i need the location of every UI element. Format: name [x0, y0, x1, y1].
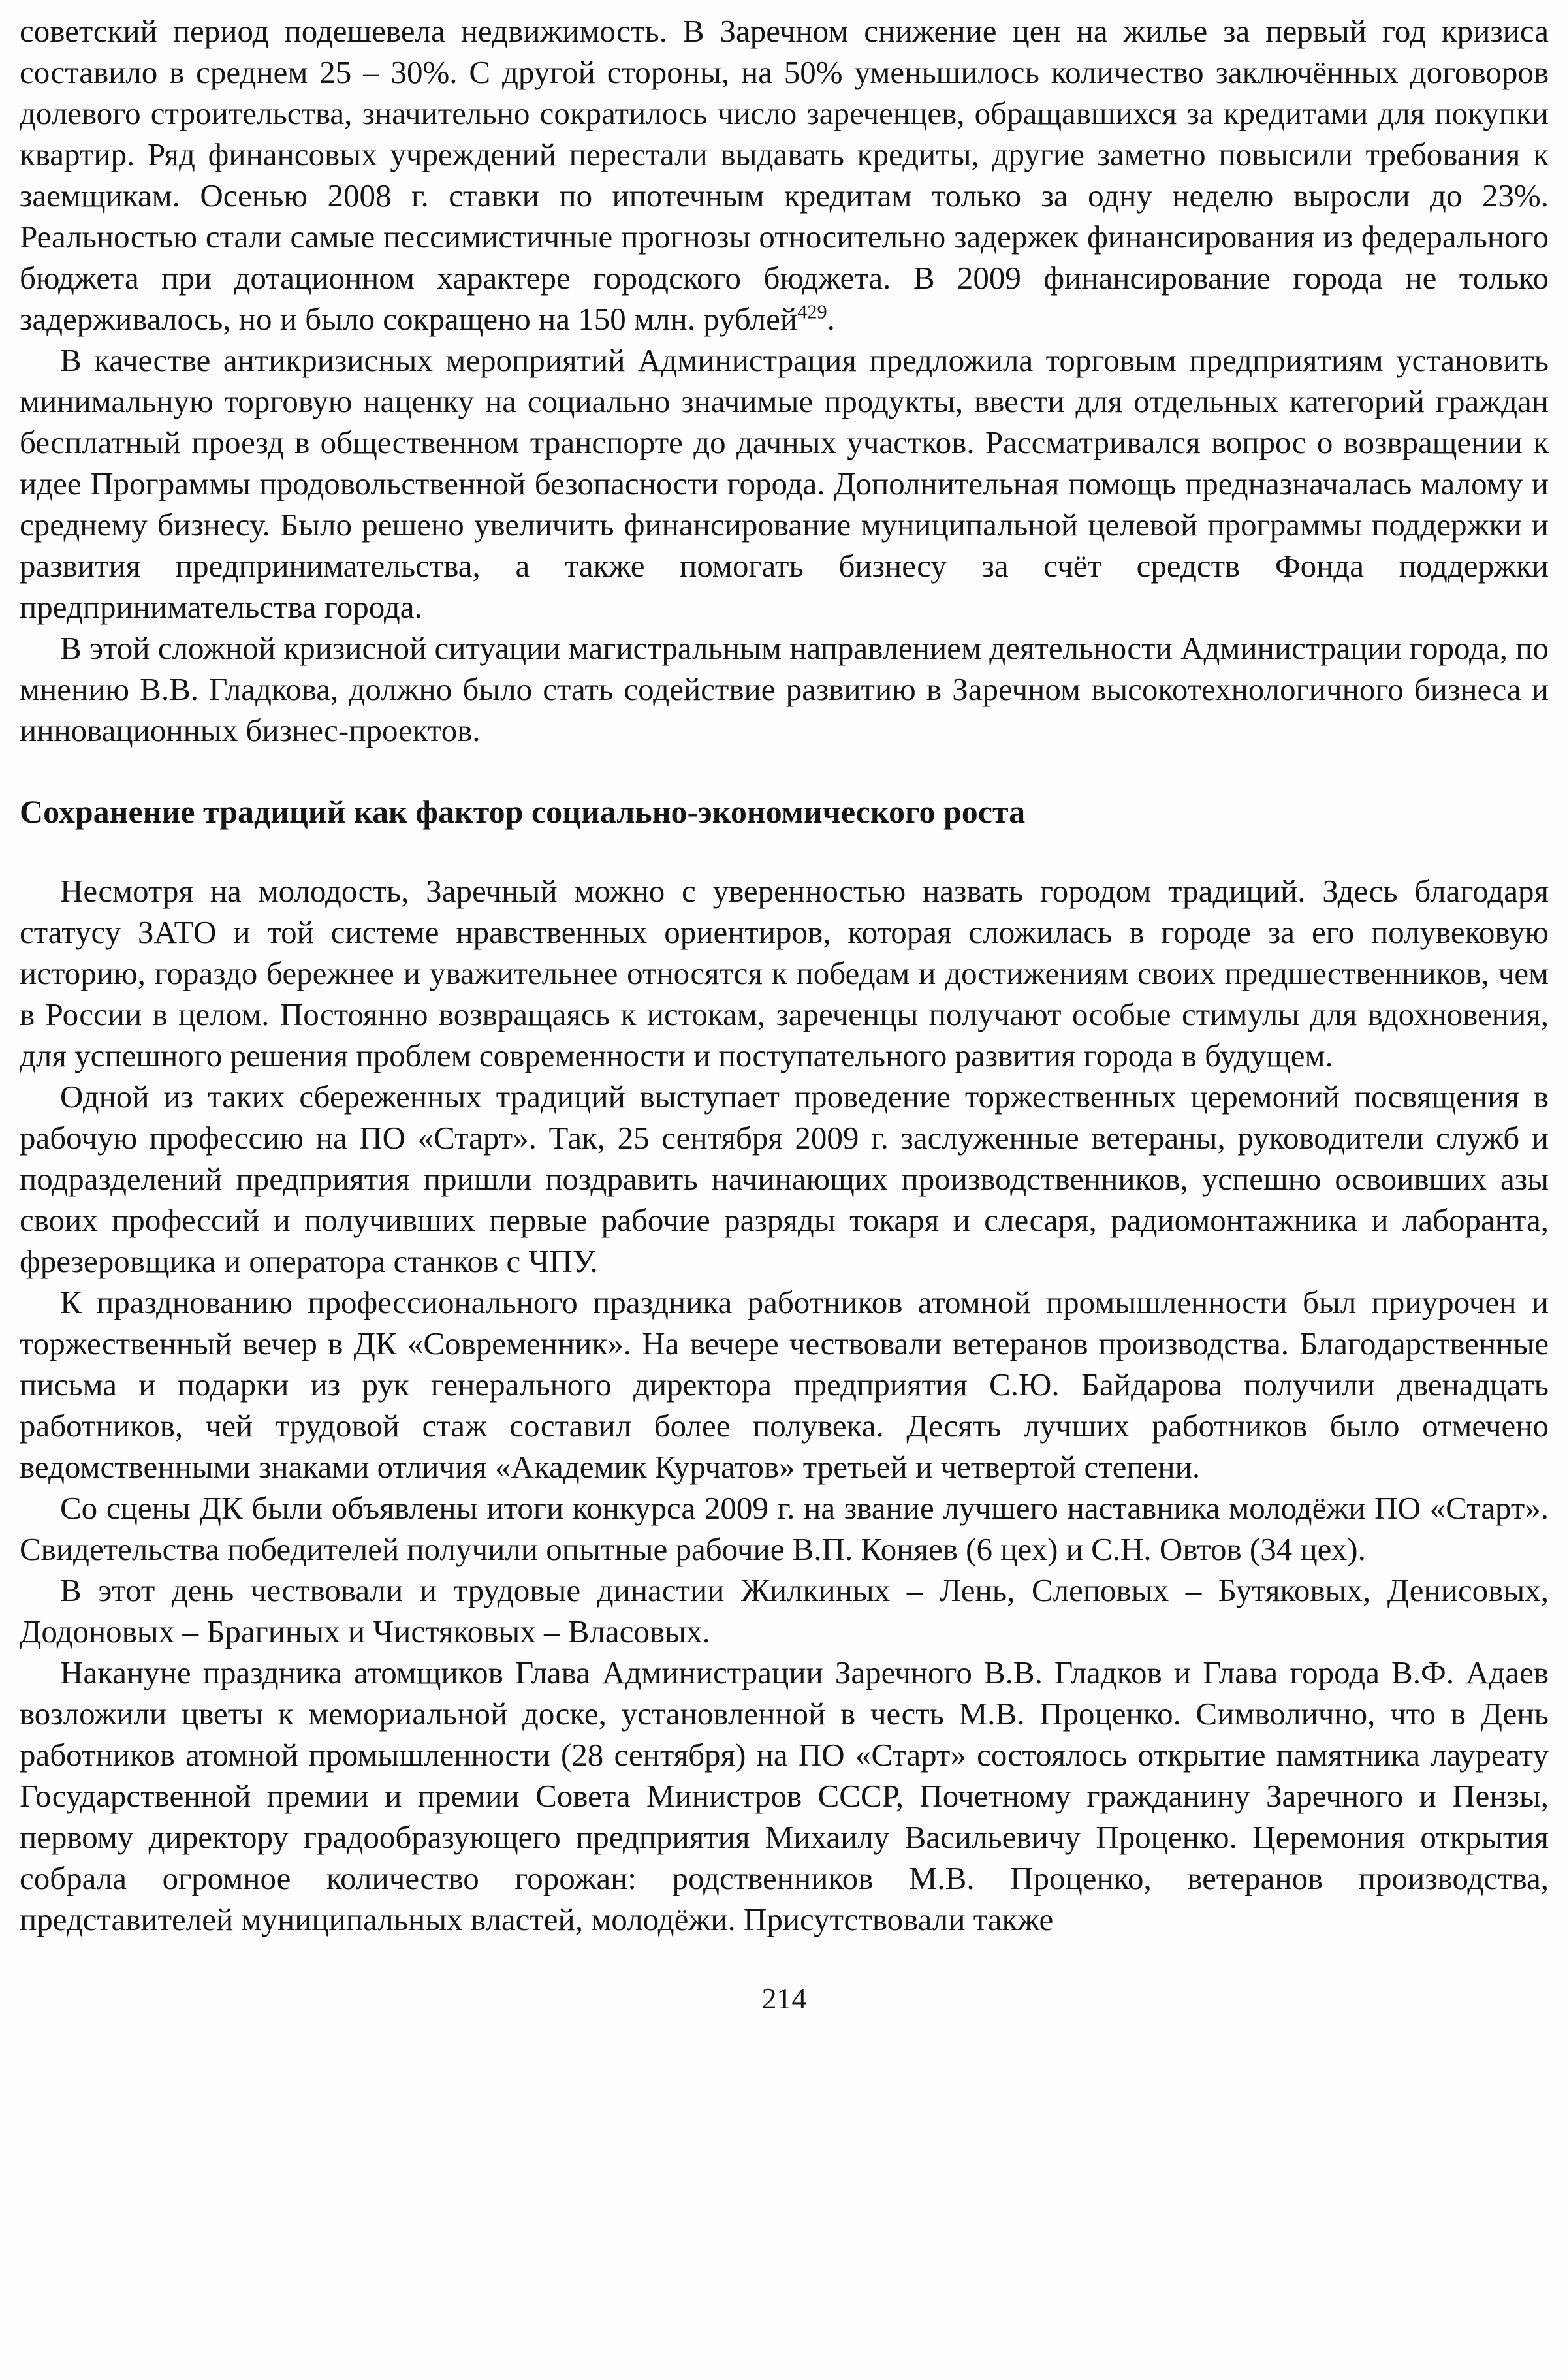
paragraph-9: Накануне праздника атомщиков Глава Администрации Заречного В.В. Гладков и Глава города В.Ф. Адаев возложили цветы к мемориальной доске, установленной в честь М.В. Проценко. Символично, что в День работников атомной промышленности (28 сентября) на ПО «Старт» состоялось открытие памятника лауреату Государственной премии и премии Совета Министров СССР, Почетному гражданину Заречного и Пензы, первому директору градообразующего предприятия Михаилу Васильевичу Проценко. Церемония открытия собрала огромное количество горожан: родственников М.В. Проценко, ветеранов производства, представителей муниципальных властей, молодёжи. Присутствовали также	[20, 1655, 1549, 1937]
paragraph-1-tail: .	[827, 301, 835, 337]
paragraph-1-text: советский период подешевела недвижимость. В Заречном снижение цен на жилье за первый год кризиса составило в среднем 25 – 30%. С другой стороны, на 50% уменьшилось количество заключённых договоров долевого строительства, значительно сократилось число зареченцев, обращавшихся за кредитами для покупки квартир. Ряд финансовых учреждений перестали выдавать кредиты, другие заметно повысили требования к заемщикам. Осенью 2008 г. ставки по ипотечным кредитам только за одну неделю выросли до 23%. Реальностью стали самые пессимистичные прогнозы относительно задержек финансирования из федерального бюджета при дотационном характере городского бюджета. В 2009 финансирование города не только задерживалось, но и было сокращено на 150 млн. рублей	[20, 13, 1549, 337]
paragraph-7: Со сцены ДК были объявлены итоги конкурса 2009 г. на звание лучшего наставника молодёжи ПО «Старт». Свидетельства победителей получили опытные рабочие В.П. Коняев (6 цех) и С.Н. Овтов (34 цех).	[20, 1490, 1549, 1567]
section-heading: Сохранение традиций как фактор социально-экономического роста	[20, 793, 1026, 830]
paragraph-5: Одной из таких сбереженных традиций выступает проведение торжественных церемоний посвящения в рабочую профессию на ПО «Старт». Так, 25 сентября 2009 г. заслуженные ветераны, руководители служб и подразделений предприятия пришли поздравить начинающих производственников, успешно освоивших азы своих профессий и получивших первые рабочие разряды токаря и слесаря, радиомонтажника и лаборанта, фрезеровщика и оператора станков с ЧПУ.	[20, 1079, 1549, 1279]
paragraph-3: В этой сложной кризисной ситуации магистральным направлением деятельности Администрации города, по мнению В.В. Гладкова, должно было стать содействие развитию в Заречном высокотехнологичного бизнеса и инновационных бизнес-проектов.	[20, 630, 1549, 748]
paragraph-6: К празднованию профессионального праздника работников атомной промышленности был приурочен и торжественный вечер в ДК «Современник». На вечере чествовали ветеранов производства. Благодарственные письма и подарки из рук генерального директора предприятия С.Ю. Байдарова получили двенадцать работников, чей трудовой стаж составил более полувека. Десять лучших работников было отмечено ведомственными знаками отличия «Академик Курчатов» третьей и четвертой степени.	[20, 1284, 1549, 1485]
footnote-reference-429: 429	[797, 300, 827, 323]
paragraph-8: В этот день чествовали и трудовые династии Жилкиных – Лень, Слеповых – Бутяковых, Денисовых, Додоновых – Брагиных и Чистяковых – Власовых.	[20, 1572, 1549, 1649]
paragraph-2: В качестве антикризисных мероприятий Администрация предложила торговым предприятиям установить минимальную торговую наценку на социально значимые продукты, ввести для отдельных категорий граждан бесплатный проезд в общественном транспорте до дачных участков. Рассматривался вопрос о возвращении к идее Программы продовольственной безопасности города. Дополнительная помощь предназначалась малому и среднему бизнесу. Было решено увеличить финансирование муниципальной целевой программы поддержки и развития предпринимательства, а также помогать бизнесу за счёт средств Фонда поддержки предпринимательства города.	[20, 342, 1549, 625]
page-number: 214	[761, 1982, 807, 2015]
paragraph-4: Несмотря на молодость, Заречный можно с уверенностью назвать городом традиций. Здесь благодаря статусу ЗАТО и той системе нравственных ориентиров, которая сложилась в городе за его полувековую историю, гораздо бережнее и уважительнее относятся к победам и достижениям своих предшественников, чем в России в целом. Постоянно возвращаясь к истокам, зареченцы получают особые стимулы для вдохновения, для успешного решения проблем современности и поступательного развития города в будущем.	[20, 873, 1549, 1073]
paragraph-1	[20, 10, 1549, 340]
